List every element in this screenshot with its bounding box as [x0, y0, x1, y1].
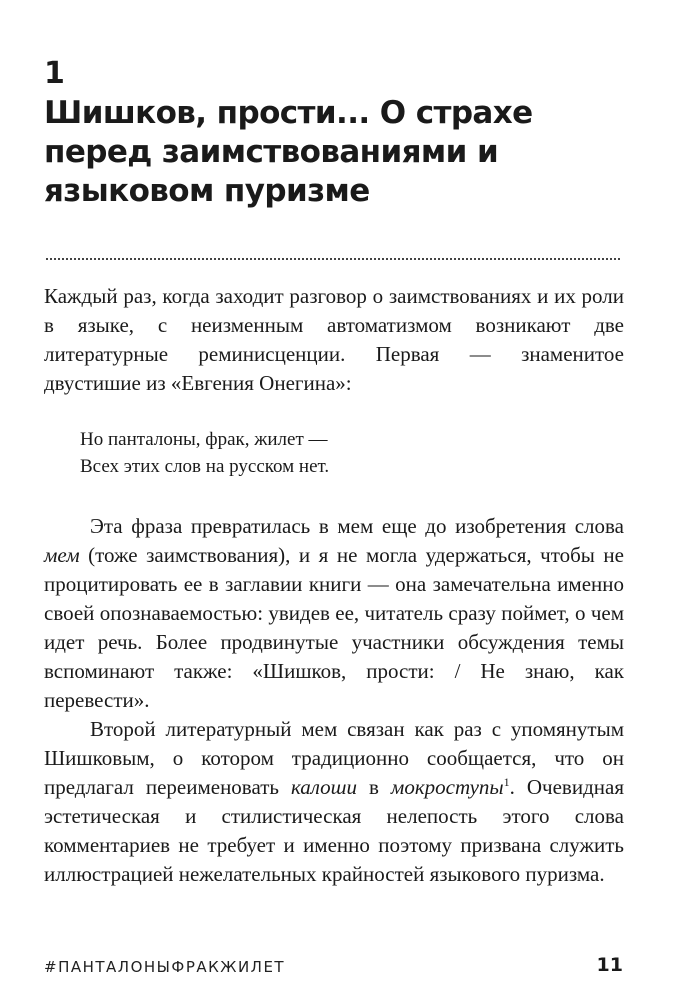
paragraph-shishkov-text-1: Второй литературный мем связан как раз с упомянутым Шишковым, о котором традиционно сообщается, что он предлагал переименовать	[44, 717, 624, 799]
paragraph-meme-emphasis: мем	[44, 543, 80, 567]
epigraph-quote	[80, 426, 329, 480]
chapter-title: Шишков, прости... О страхе перед заимствованиями и языковом пуризме	[44, 95, 533, 209]
paragraph-shishkov-text-3: . Очевидная эстетическая и стилистическая нелепость этого слова комментариев не требует и именно поэтому призвана служить иллюстрацией нежелательных крайностей языкового пуризма.	[44, 775, 624, 886]
paragraph-meme	[44, 512, 624, 715]
footnote-marker[interactable]: 1	[503, 775, 510, 789]
paragraph-meme-text-2: (тоже заимствования), и я не могла удержаться, чтобы не процитировать ее в заглавии книги — она замечательна именно своей опознаваемостью: увидев ее, читатель сразу поймет, о чем идет речь. Более продвинутые участники обсуждения темы вспоминают также: «Шишков, прости: / Не знаю, как перевести».	[44, 543, 624, 712]
paragraph-shishkov-text-2: в	[357, 775, 391, 799]
dotted-divider	[46, 258, 620, 260]
chapter-number: 1	[44, 56, 65, 91]
paragraph-intro: Каждый раз, когда заходит разговор о заимствованиях и их роли в языке, с неизменным автоматизмом возникают две литературные реминисценции. Первая — знаменитое двустишие из «Евгения Онегина»:	[44, 284, 624, 395]
page-number: 11	[596, 954, 623, 976]
main-text	[44, 512, 624, 889]
running-footer-tag: #ПАНТАЛОНЫФРАКЖИЛЕТ	[44, 958, 286, 976]
epigraph-line-2: Всех этих слов на русском нет.	[80, 456, 330, 477]
paragraph-shishkov-emphasis-1: калоши	[290, 775, 358, 799]
paragraph-shishkov	[44, 715, 624, 889]
epigraph-line-1: Но панталоны, фрак, жилет —	[80, 429, 328, 450]
paragraph-meme-text-1: Эта фраза превратилась в мем еще до изобретения слова	[90, 514, 624, 538]
paragraph-shishkov-emphasis-2: мокроступы	[390, 775, 504, 799]
